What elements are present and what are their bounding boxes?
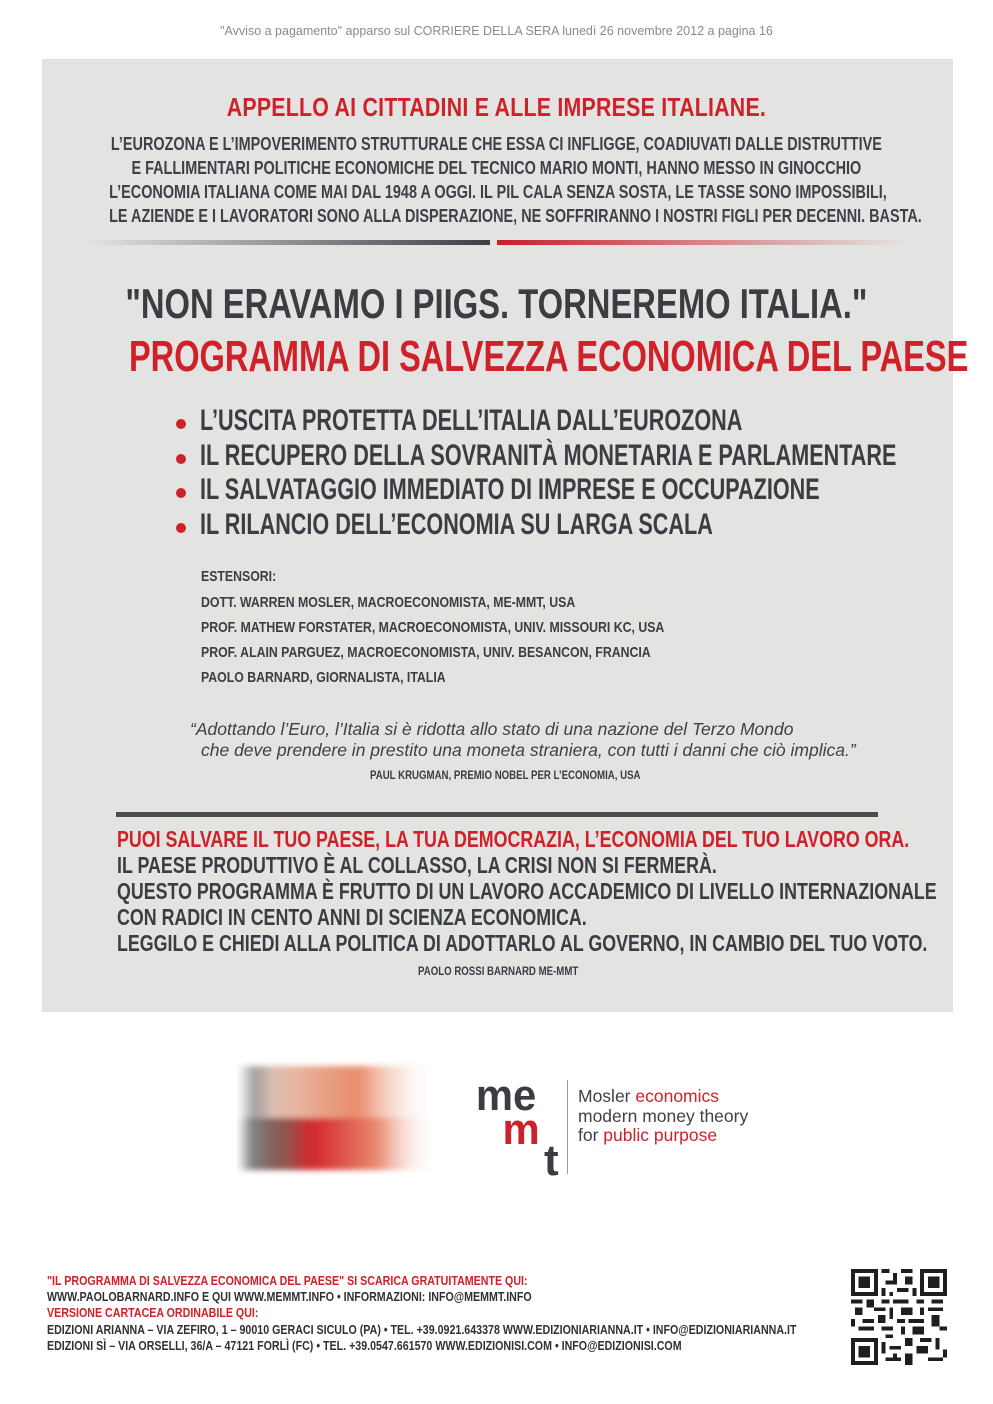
bullet-dot-icon [176, 454, 186, 464]
quote-line: “Adottando l’Euro, l’Italia si è ridotta allo stato di una nazione del Terzo Mondo [190, 719, 794, 739]
blurred-stripes-graphic [237, 1056, 447, 1180]
quote-line: che deve prendere in prestito una moneta straniera, con tutti i danni che ciò implica.” [201, 740, 856, 760]
logo-separator [567, 1080, 568, 1174]
divider-gradient-dark [88, 240, 490, 245]
authors-block [201, 568, 766, 694]
krugman-quote [190, 719, 856, 761]
program-title: PROGRAMMA DI SALVEZZA ECONOMICA DEL PAESE [128, 332, 969, 381]
tagline-line: for public purpose [578, 1125, 718, 1145]
print-label: VERSIONE CARTACEA ORDINABILE QUI: [47, 1305, 259, 1321]
qr-code-icon [851, 1269, 947, 1365]
quote-attribution: PAUL KRUGMAN, PREMIO NOBEL PER L’ECONOMIA, USA [370, 770, 641, 782]
appeal-line: L’EUROZONA E L’IMPOVERIMENTO STRUTTURALE CHE ESSA CI INFLIGGE, COADIUVATI DALLE DISTRUTTIVE [110, 133, 882, 154]
svg-text:t: t [544, 1136, 559, 1178]
publisher-line: EDIZIONI SÌ – VIA ORSELLI, 36/A – 47121 FORLÌ (FC) • TEL. +39.0547.661570 WWW.EDIZIONISI.COM • INFO@EDIZIONISI.COM [47, 1337, 682, 1353]
svg-text:m: m [502, 1105, 540, 1155]
call-to-action [117, 826, 993, 956]
section-divider [116, 812, 878, 817]
appeal-line: E FALLIMENTARI POLITICHE ECONOMICHE DEL TECNICO MARIO MONTI, HANNO MESSO IN GINOCCHIO [131, 157, 862, 178]
slogan-headline: "NON ERAVAMO I PIIGS. TORNEREMO ITALIA." [125, 280, 868, 327]
publication-notice: "Avviso a pagamento" apparso sul CORRIERE DELLA SERA lunedì 26 novembre 2012 a pagina 16 [220, 24, 773, 38]
tagline-line: modern money theory [578, 1105, 749, 1126]
logo-tagline [578, 1087, 748, 1146]
signature: PAOLO ROSSI BARNARD ME-MMT [418, 966, 579, 978]
svg-text:me: me [475, 1074, 537, 1121]
bullet-dot-icon [176, 523, 186, 533]
appeal-line: L’ECONOMIA ITALIANA COME MAI DAL 1948 A OGGI. IL PIL CALA SENZA SOSTA, LE TASSE SONO IMPOSSIBILI, [109, 181, 887, 202]
call-line: CON RADICI IN CENTO ANNI DI SCIENZA ECONOMICA. [117, 904, 587, 930]
call-headline: PUOI SALVARE IL TUO PAESE, LA TUA DEMOCRAZIA, L’ECONOMIA DEL TUO LAVORO ORA. [117, 826, 910, 852]
call-line: IL PAESE PRODUTTIVO È AL COLLASSO, LA CRISI NON SI FERMERÀ. [117, 852, 717, 878]
call-line: QUESTO PROGRAMMA È FRUTTO DI UN LAVORO ACCADEMICO DI LIVELLO INTERNAZIONALE [117, 878, 937, 904]
author-entry: PAOLO BARNARD, GIORNALISTA, ITALIA [201, 669, 446, 686]
bullet-dot-icon [176, 419, 186, 429]
call-line: LEGGILO E CHIEDI ALLA POLITICA DI ADOTTARLO AL GOVERNO, IN CAMBIO DEL TUO VOTO. [117, 930, 928, 956]
memt-logo-icon [474, 1074, 566, 1178]
appeal-title: APPELLO AI CITTADINI E ALLE IMPRESE ITALIANE. [226, 92, 767, 122]
tagline-line: Mosler economics [578, 1086, 720, 1106]
publisher-line: EDIZIONI ARIANNA – VIA ZEFIRO, 1 – 90010 GERACI SICULO (PA) • TEL. +39.0921.643378 WWW.EDIZIONIARIANNA.IT • INFO@EDIZIONIARIANNA.IT [47, 1321, 797, 1337]
author-entry: PROF. ALAIN PARGUEZ, MACROECONOMISTA, UNIV. BESANCON, FRANCIA [201, 644, 651, 661]
divider-gradient-red [497, 240, 903, 245]
footer-info [47, 1273, 961, 1354]
author-entry: DOTT. WARREN MOSLER, MACROECONOMISTA, ME-MMT, USA [201, 594, 576, 611]
bullet-dot-icon [176, 488, 186, 498]
appeal-line: LE AZIENDE E I LAVORATORI SONO ALLA DISPERAZIONE, NE SOFFRIRANNO I NOSTRI FIGLI PER DECENNI. BASTA. [109, 205, 922, 226]
authors-header: ESTENSORI: [201, 568, 277, 585]
author-entry: PROF. MATHEW FORSTATER, MACROECONOMISTA, UNIV. MISSOURI KC, USA [201, 619, 665, 636]
download-links: WWW.PAOLOBARNARD.INFO E QUI WWW.MEMMT.INFO • INFORMAZIONI: INFO@MEMMT.INFO [47, 1289, 532, 1305]
download-label: "IL PROGRAMMA DI SALVEZZA ECONOMICA DEL PAESE" SI SCARICA GRATUITAMENTE QUI: [47, 1273, 528, 1288]
